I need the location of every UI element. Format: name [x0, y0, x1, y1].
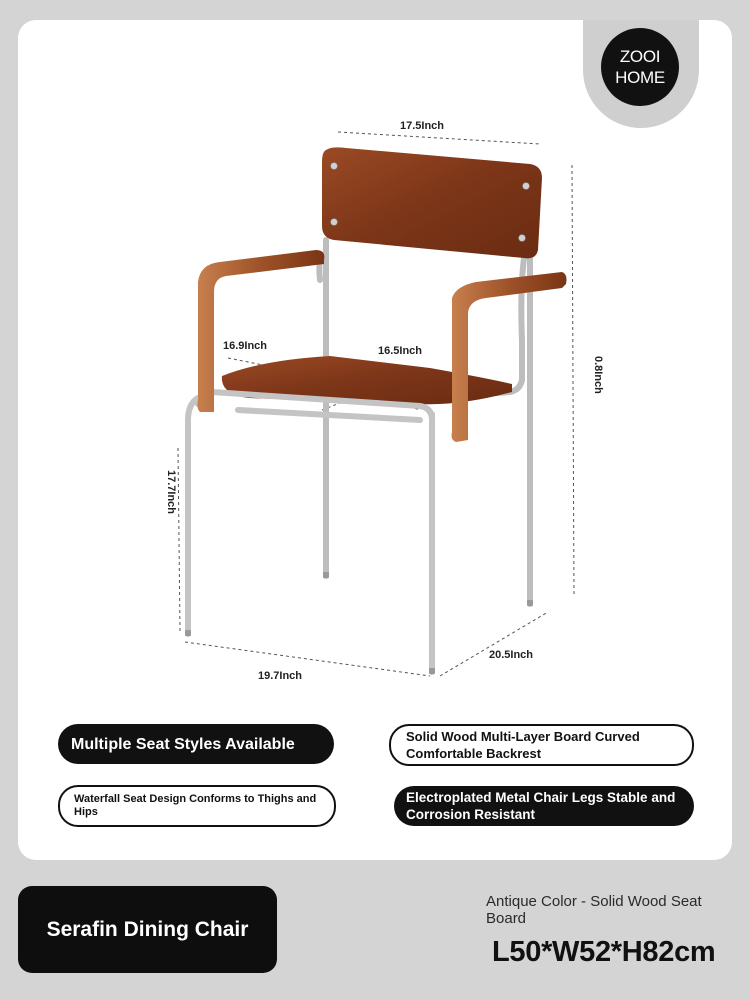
dim-line-base-depth [440, 612, 548, 676]
brand-logo-line2: HOME [615, 68, 665, 87]
dim-line-seat-height [178, 448, 180, 632]
feature-waterfall-seat-text: Waterfall Seat Design Conforms to Thighs and Hips [74, 793, 317, 818]
dim-seat-height: 17.7Inch [165, 470, 177, 515]
dim-base-width: 19.7Inch [258, 670, 303, 682]
feature-waterfall-seat [58, 785, 336, 827]
dim-line-back-width [338, 132, 540, 144]
feature-metal-legs [394, 786, 694, 826]
feature-metal-legs-text: Electroplated Metal Chair Legs Stable and Corrosion Resistant [406, 790, 676, 822]
product-name: Serafin Dining Chair [46, 917, 249, 941]
feature-backrest [389, 724, 694, 766]
product-size: L50*W52*H82cm [492, 936, 716, 968]
feature-seat-styles-text: Multiple Seat Styles Available [71, 735, 295, 753]
dim-line-base-width [185, 642, 430, 676]
dim-seat-width: 16.5Inch [378, 345, 423, 357]
dim-seat-depth: 16.9Inch [223, 340, 268, 352]
feature-backrest-text: Solid Wood Multi-Layer Board Curved Comfortable Backrest [406, 729, 640, 761]
product-title-box [18, 886, 277, 973]
backrest [322, 147, 542, 258]
dim-base-depth: 20.5Inch [489, 649, 534, 661]
dim-line-height [572, 165, 574, 595]
front-left-leg [188, 398, 198, 634]
feature-seat-styles [58, 724, 334, 764]
brand-logo-line1: ZOOI [619, 47, 661, 66]
front-legs [188, 398, 432, 672]
dim-height-right: 0.8Inch [592, 356, 604, 394]
product-finish: Antique Color - Solid Wood Seat Board [486, 893, 702, 927]
dim-back-width: 17.5Inch [400, 120, 445, 132]
leg-caps [185, 572, 533, 674]
right-armrest [452, 272, 567, 442]
